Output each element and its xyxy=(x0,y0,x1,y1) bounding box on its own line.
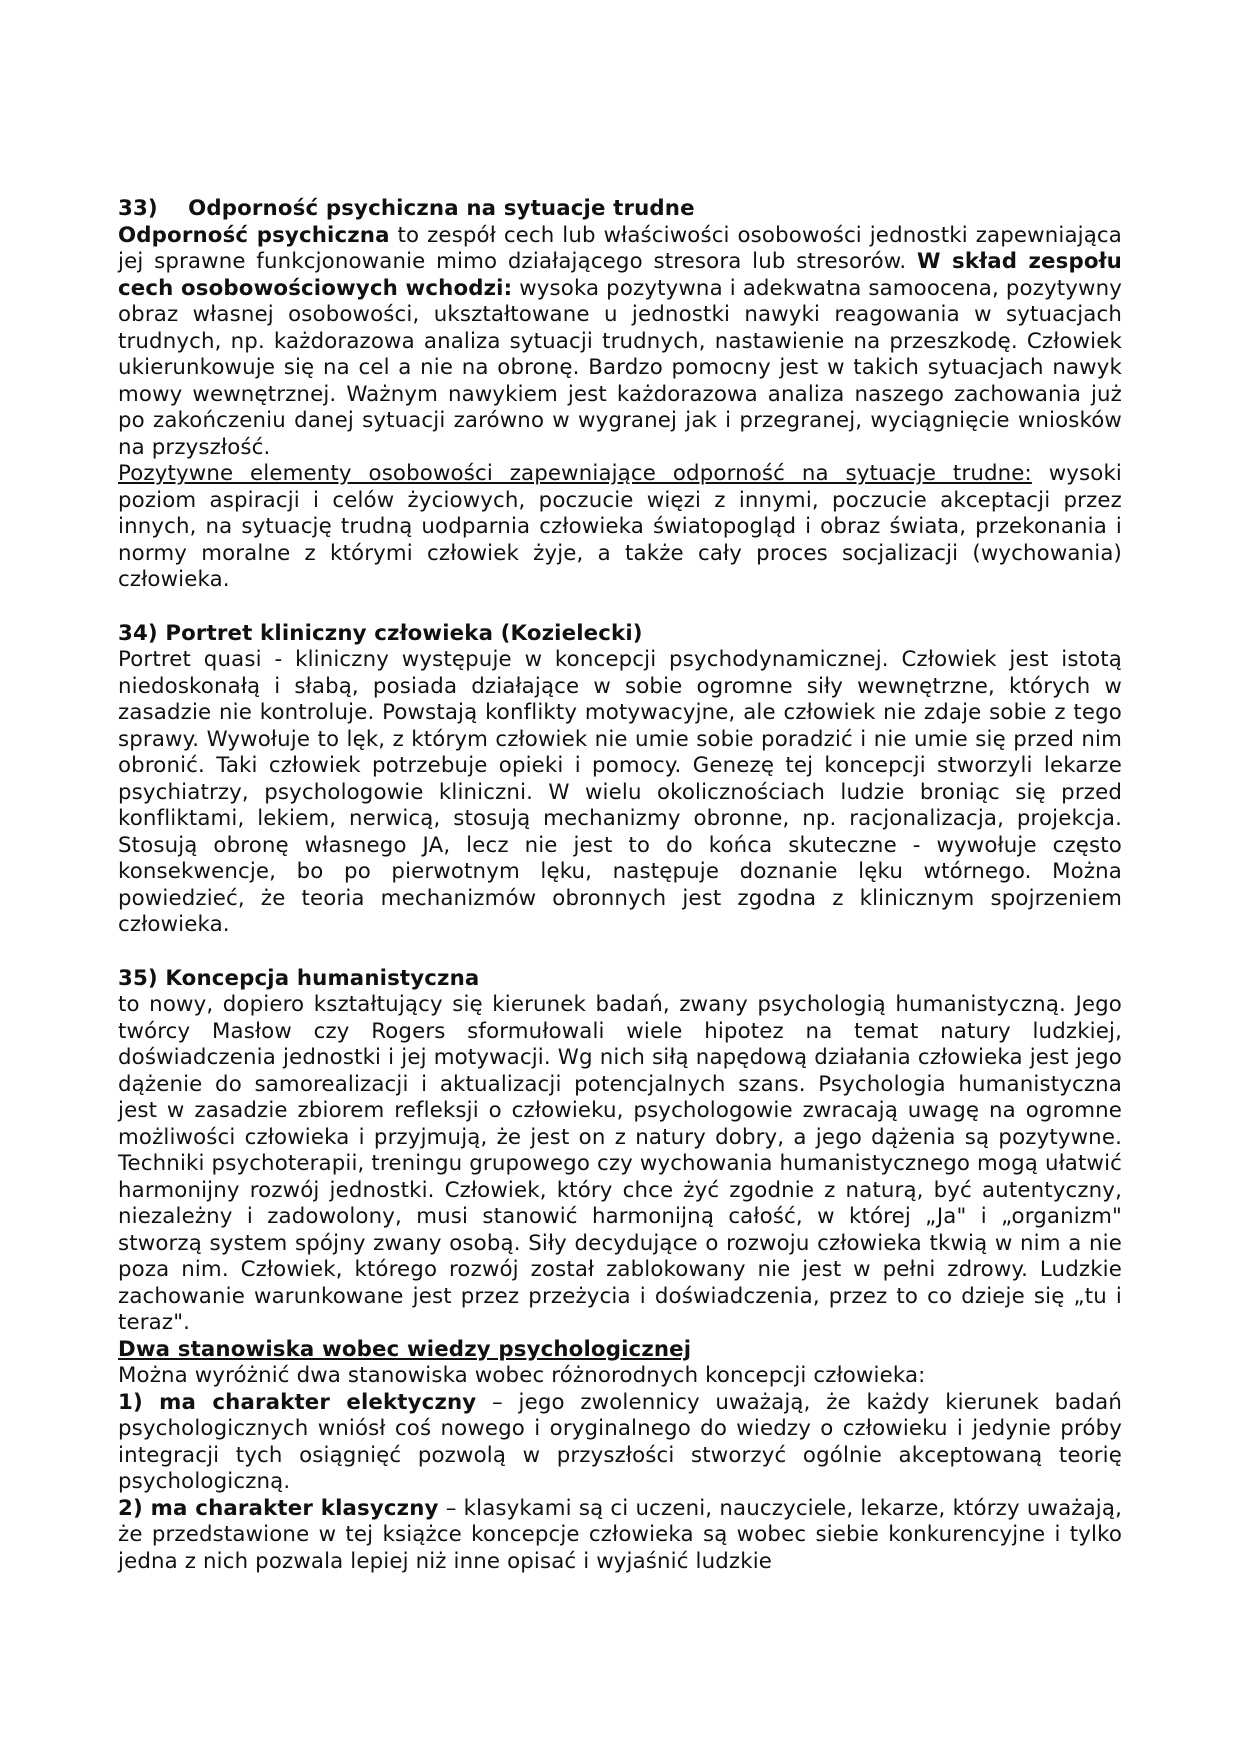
section-35-heading: 35) Koncepcja humanistyczna xyxy=(118,965,480,991)
spacer xyxy=(118,594,1122,621)
section-35-intro: Można wyróżnić dwa stanowiska wobec różnorodnych koncepcji człowieka: xyxy=(118,1363,926,1388)
section-34-heading: 34) Portret kliniczny człowieka (Kozielecki) xyxy=(118,620,643,646)
composition-text: wysoka pozytywna i adekwatna samoocena, pozytywny obraz własnej osobowości, ukształtowane u jednostki nawyki reagowania w sytuacjach trudnych, np. każdorazowa analiza sytuacji trudnych, nastawienie na przeszkodę. Człowiek ukierunkowuje się na cel a nie na obronę. Bardzo pomocny jest w takich sytuacjach nawyk mowy wewnętrznej. Ważnym nawykiem jest każdorazowa analiza naszego zachowania już po zakończeniu danej sytuacji zarówno w wygranej jak i przegranej, wyciągnięcie wniosków na przyszłość. xyxy=(118,275,1122,460)
spacer xyxy=(118,939,1122,966)
subheading-text: Dwa stanowiska wobec wiedzy psychologicznej xyxy=(118,1336,692,1362)
section-34-text: Portret quasi - kliniczny występuje w koncepcji psychodynamicznej. Człowiek jest istotą niedoskonałą i słabą, posiada działające w sobie ogromne siły wewnętrzne, których w zasadzie nie kontroluje. Powstają konflikty motywacyjne, ale człowiek nie zdaje sobie z tego sprawy. Wywołuje to lęk, z którym człowiek nie umie sobie poradzić i nie umie się przed nim obronić. Taki człowiek potrzebuje opieki i pomocy. Genezę tej koncepcji stworzyli lekarze psychiatrzy, psychologowie kliniczni. W wielu okolicznościach ludzie broniąc się przed konfliktami, lekiem, nerwicą, stosują mechanizmy obronne, np. racjonalizacja, projekcja. Stosują obronę własnego JA, lecz nie jest to do końca skuteczne - wywołuje często konsekwencje, bo po pierwotnym lęku, następuje doznanie lęku wtórnego. Można powiedzieć, że teoria mechanizmów obronnych jest zgodna z klinicznym spojrzeniem człowieka. xyxy=(118,647,1122,937)
document-page xyxy=(118,196,1122,1575)
definition-term: Odporność psychiczna xyxy=(118,222,390,248)
stance-1 xyxy=(118,1390,1122,1496)
section-35-text: to nowy, dopiero kształtujący się kierunek badań, zwany psychologią humanistyczną. Jego twórcy Masłow czy Rogers sformułowali wiele hipotez na temat natury ludzkiej, doświadczenia jednostki i jej motywacji. Wg nich siłą napędową działania człowieka jest jego dążenie do samorealizacji i aktualizacji potencjalnych szans. Psychologia humanistyczna jest w zasadzie zbiorem refleksji o człowieku, psychologowie zwracają uwagę na ogromne możliwości człowieka i przyjmują, że jest on z natury dobry, a jego dążenia są pozytywne. Techniki psychoterapii, treningu grupowego czy wychowania humanistycznego mogą ułatwić harmonijny rozwój jednostki. Człowiek, który chce żyć zgodnie z naturą, być autentyczny, niezależny i zadowolony, musi stanowić harmonijną całość, w której „Ja" i „organizm" stworzą system spójny zwany osobą. Siły decydujące o rozwoju człowieka tkwią w nim a nie poza nim. Człowiek, którego rozwój został zablokowany nie jest w pełni zdrowy. Ludzkie zachowanie warunkowane jest przez przeżycia i doświadczenia, przez to co dzieje się „tu i teraz". xyxy=(118,992,1122,1335)
stance-1-term: 1) ma charakter elektyczny xyxy=(118,1389,477,1415)
stance-1-text: – jego zwolennicy uważają, że każdy kierunek badań psychologicznych wniósł coś nowego i oryginalnego do wiedzy o człowieku i jedynie próby integracji tych osiągnięć pozwolą w przyszłości stworzyć ogólnie akceptowaną teorię psychologiczną. xyxy=(118,1389,1122,1494)
stance-2 xyxy=(118,1496,1122,1576)
section-35-subheading xyxy=(118,1337,1122,1364)
definition-text: to zespół cech lub właściwości osobowości jednostki zapewniająca jej sprawne funkcjonowanie mimo działającego stresora lub stresorów. xyxy=(118,222,1122,274)
section-33-positive-elements xyxy=(118,461,1122,594)
composition-term: W skład zespołu cech osobowościowych wchodzi: xyxy=(118,249,1122,301)
stance-2-text: – klasykami są ci uczeni, nauczyciele, lekarze, którzy uważają, że przedstawione w tej książce koncepcje człowieka są wobec siebie konkurencyjne i tylko jedna z nich pozwala lepiej niż inne opisać i wyjaśnić ludzkie xyxy=(118,1495,1122,1574)
positive-elements-term: Pozytywne elementy osobowości zapewniające odporność na sytuacje trudne: xyxy=(118,461,1032,486)
positive-elements-text: wysoki poziom aspiracji i celów życiowych, poczucie więzi z innymi, poczucie akceptacji przez innych, na sytuację trudną uodparnia człowieka światopogląd i obraz świata, przekonania i normy moralne z którymi człowiek żyje, a także cały proces socjalizacji (wychowania) człowieka. xyxy=(118,461,1122,592)
section-33-heading: 33) Odporność psychiczna na sytuacje trudne xyxy=(118,196,695,221)
stance-2-term: 2) ma charakter klasyczny xyxy=(118,1495,439,1521)
section-33-definition xyxy=(118,223,1122,462)
